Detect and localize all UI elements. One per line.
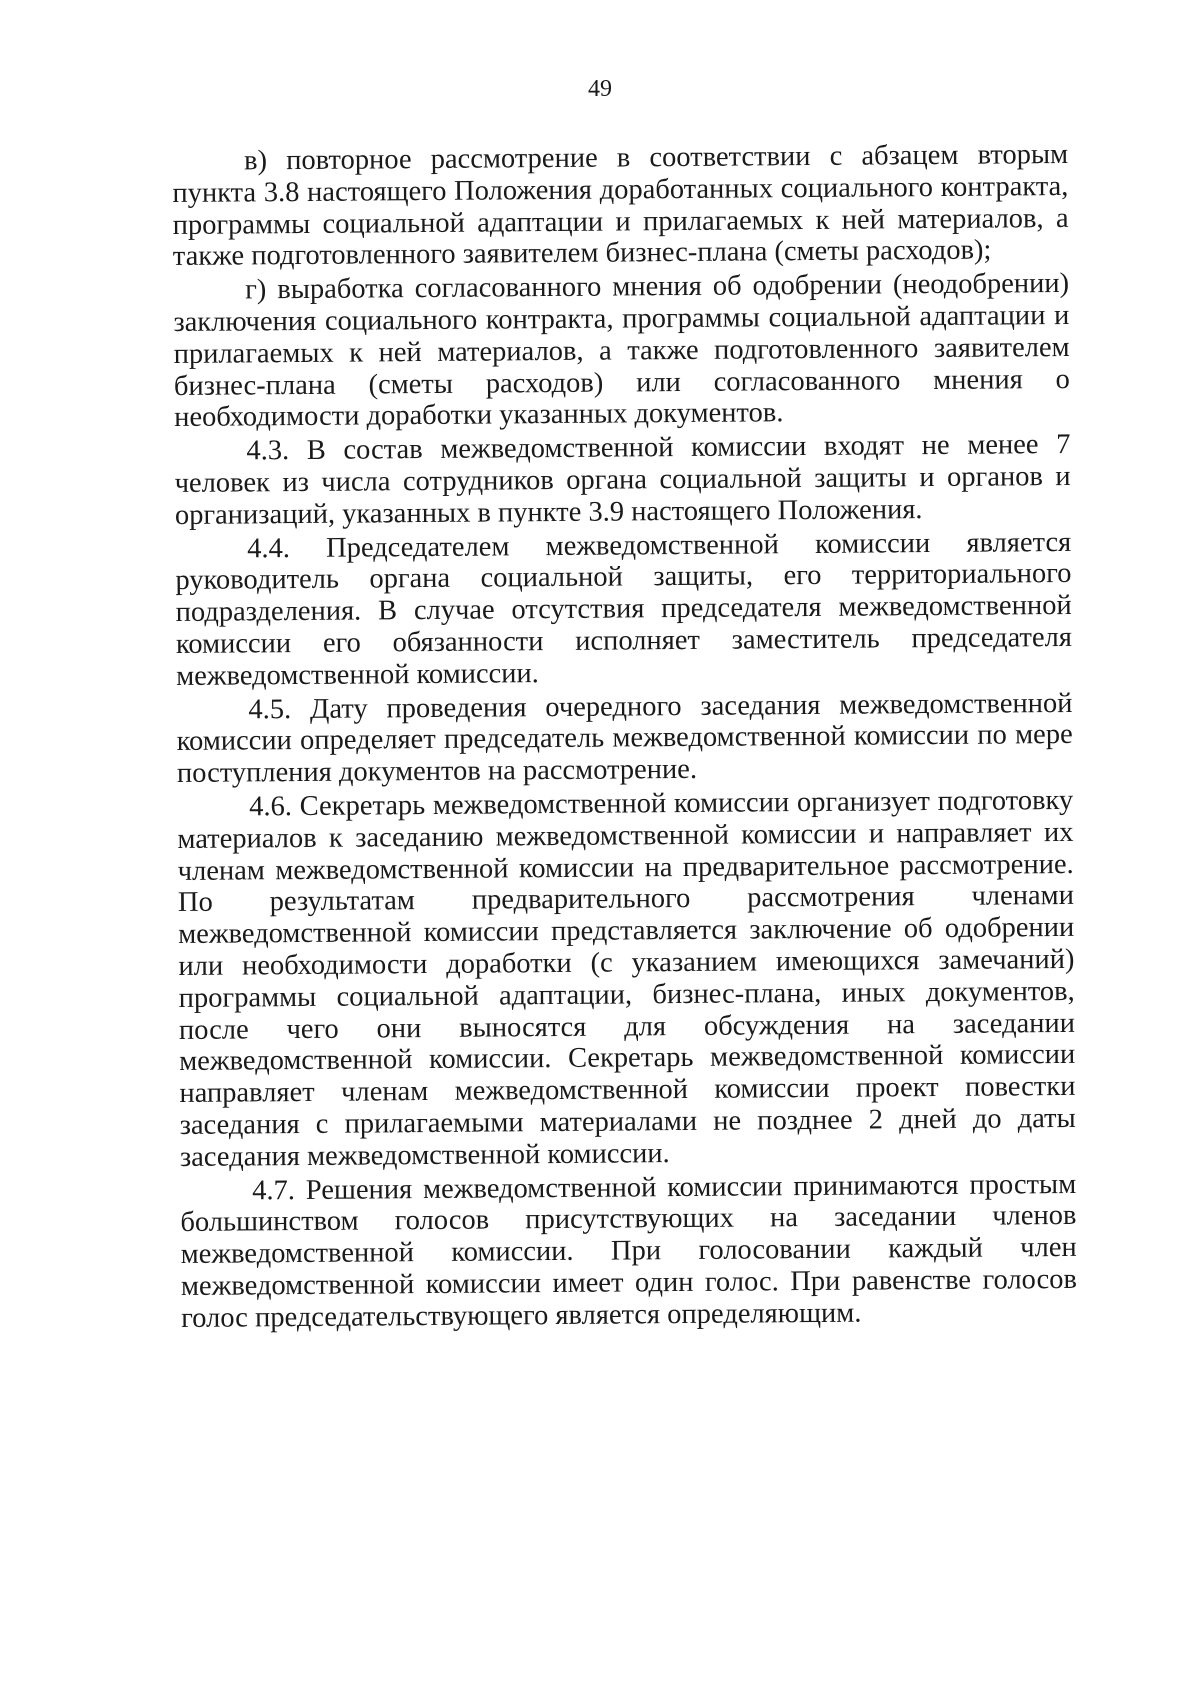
paragraph-4-4-commission-chairman: 4.4. Председателем межведомственной комиссии является руководитель органа социальной защиты, его территориального подразделения. В случае отсутствия председателя межведомственной комиссии его обязанности исполняет заместитель председателя межведомственной комиссии. [175, 526, 1073, 692]
paragraph-4-3-commission-composition: 4.3. В состав межведомственной комиссии входят не менее 7 человек из числа сотрудников органа социальной защиты и органов и организаций, указанных в пункте 3.9 настоящего Положения. [174, 429, 1071, 531]
paragraph-4-5-meeting-date: 4.5. Дату проведения очередного заседания межведомственной комиссии определяет председатель межведомственной комиссии по мере поступления документов на рассмотрение. [176, 687, 1073, 790]
paragraph-g-agreed-opinion: г) выработка согласованного мнения об одобрении (неодобрении) заключения социального контракта, программы социальной адаптации и прилагаемых к ней материалов, а также подготовленного заявителем бизнес-плана (сметы расходов) или согласованного мнения о необходимости доработки указанных документов. [173, 268, 1070, 434]
paragraph-4-6-commission-secretary: 4.6. Секретарь межведомственной комиссии организует подготовку материалов к заседанию межведомственной комиссии и направляет их членам межведомственной комиссии на предварительное рассмотрение. По результатам предварительного рассмотрения членами межведомственной комиссии представляется заключение об одобрении или необходимости доработки (с указанием имеющихся замечаний) программы социальной адаптации, бизнес-плана, иных документов, после чего они выносятся для обсуждения на заседании межведомственной комиссии. Секретарь межведомственной комиссии направляет членам межведомственной комиссии проект повестки заседания с прилагаемыми материалами не позднее 2 дней до даты заседания межведомственной комиссии. [177, 784, 1076, 1173]
document-body [172, 139, 1077, 1336]
paragraph-4-7-commission-decisions: 4.7. Решения межведомственной комиссии принимаются простым большинством голосов присутствующих на заседании членов межведомственной комиссии. При голосовании каждый член межведомственной комиссии имеет один голос. При равенстве голосов голос председательствующего является определяющим. [180, 1168, 1078, 1334]
paragraph-v-repeat-review: в) повторное рассмотрение в соответствии с абзацем вторым пункта 3.8 настоящего Положения доработанных социального контракта, программы социальной адаптации и прилагаемых к ней материалов, а также подготовленного заявителем бизнес-плана (сметы расходов); [172, 138, 1069, 273]
page-number: 49 [588, 76, 612, 102]
